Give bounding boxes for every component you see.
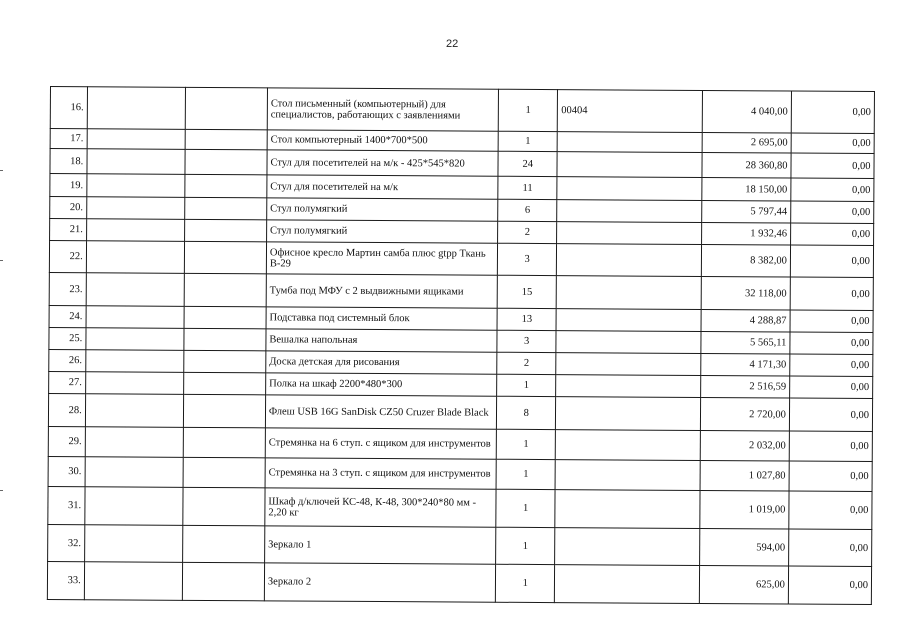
item-name: Офисное кресло Мартин самба плюс gtpp Ткань В-29 <box>266 242 497 275</box>
item-code <box>556 353 701 376</box>
item-quantity: 1 <box>496 527 555 564</box>
item-price: 1 027,80 <box>700 460 789 491</box>
row-number: 19. <box>50 174 87 197</box>
item-quantity: 1 <box>495 564 554 602</box>
item-name: Стремянка на 6 ступ. с ящиком для инструментов <box>265 428 496 459</box>
row-number: 16. <box>50 87 87 129</box>
item-price: 5 565,11 <box>701 331 790 354</box>
blank-cell <box>184 306 266 328</box>
row-number: 22. <box>49 241 86 273</box>
item-zero-value: 0,00 <box>790 376 873 399</box>
blank-cell <box>86 273 185 307</box>
item-code <box>556 375 701 398</box>
item-code <box>555 490 700 529</box>
item-quantity: 2 <box>497 352 556 374</box>
item-price: 5 797,44 <box>702 200 791 223</box>
item-price: 32 118,00 <box>701 276 790 310</box>
blank-cell <box>87 149 186 175</box>
row-number: 30. <box>48 456 85 486</box>
blank-cell <box>86 306 185 329</box>
item-price: 1 932,46 <box>702 222 791 245</box>
item-zero-value: 0,00 <box>789 431 872 462</box>
blank-cell <box>185 149 267 174</box>
item-price: 2 695,00 <box>702 132 791 153</box>
item-quantity: 11 <box>498 176 557 199</box>
item-code <box>556 331 701 354</box>
item-code <box>557 276 702 310</box>
item-name: Стул полумягкий <box>266 220 497 243</box>
table-row <box>48 393 872 431</box>
blank-cell <box>183 487 265 525</box>
item-quantity: 1 <box>498 131 557 151</box>
blank-cell <box>86 197 185 220</box>
blank-cell <box>86 350 185 373</box>
item-code <box>557 244 702 277</box>
blank-cell <box>185 197 267 219</box>
table-row <box>49 241 873 278</box>
blank-cell <box>85 427 184 458</box>
item-quantity: 1 <box>498 89 558 131</box>
item-quantity: 8 <box>497 396 556 429</box>
blank-cell <box>84 562 183 601</box>
item-name: Вешалка напольная <box>266 329 497 352</box>
item-name: Полка на шкаф 2200*480*300 <box>266 373 497 396</box>
item-zero-value: 0,00 <box>790 245 873 278</box>
blank-cell <box>183 427 265 457</box>
row-number: 20. <box>50 197 87 219</box>
item-name: Зеркало 2 <box>264 563 495 602</box>
item-quantity: 1 <box>496 489 555 527</box>
blank-cell <box>184 273 266 306</box>
blank-cell <box>183 562 265 600</box>
item-zero-value: 0,00 <box>791 91 874 134</box>
blank-cell <box>87 87 186 130</box>
item-code <box>557 132 702 153</box>
item-code <box>555 460 700 491</box>
item-quantity: 3 <box>497 243 556 275</box>
table-row <box>50 87 874 134</box>
item-code <box>555 565 700 604</box>
item-zero-value: 0,00 <box>791 201 874 224</box>
item-name: Стул для посетителей на м/к - 425*545*820 <box>267 150 498 176</box>
blank-cell <box>86 328 185 351</box>
inventory-table-body <box>47 87 874 605</box>
item-name: Стул полумягкий <box>267 198 498 221</box>
blank-cell <box>184 328 266 350</box>
item-price: 625,00 <box>699 565 788 604</box>
item-name: Стол письменный (компьютерный) для специалистов, работающих с заявлениями <box>267 88 498 131</box>
item-price: 4 040,00 <box>702 90 791 133</box>
blank-cell <box>85 487 184 526</box>
item-zero-value: 0,00 <box>790 277 873 311</box>
item-zero-value: 0,00 <box>789 491 872 530</box>
row-number: 17. <box>50 129 87 149</box>
blank-cell <box>183 457 265 487</box>
item-name: Стул для посетителей на м/к <box>267 175 498 199</box>
item-price: 4 288,87 <box>701 309 790 332</box>
item-zero-value: 0,00 <box>790 310 873 333</box>
item-quantity: 1 <box>497 374 556 396</box>
row-number: 21. <box>50 219 87 241</box>
row-number: 25. <box>49 327 86 349</box>
row-number: 27. <box>49 371 86 393</box>
item-quantity: 1 <box>496 429 555 459</box>
item-code <box>557 200 702 223</box>
table-row <box>48 524 872 566</box>
item-name: Шкаф д/ключей КС-48, К-48, 300*240*80 мм - 2,20 кг <box>265 488 496 527</box>
scan-edge-mark <box>0 260 3 261</box>
item-price: 8 382,00 <box>701 244 790 277</box>
row-number: 23. <box>49 272 86 305</box>
item-code: 00404 <box>558 90 703 133</box>
page-number: 22 <box>446 38 459 50</box>
item-quantity: 15 <box>497 275 556 308</box>
item-quantity: 2 <box>498 221 557 243</box>
item-code <box>557 177 702 201</box>
blank-cell <box>184 350 266 372</box>
blank-cell <box>184 241 266 273</box>
item-price: 2 516,59 <box>701 375 790 398</box>
item-quantity: 3 <box>497 330 556 352</box>
item-name: Зеркало 1 <box>265 526 496 564</box>
item-quantity: 6 <box>498 199 557 221</box>
item-code <box>555 528 700 566</box>
blank-cell <box>184 394 266 427</box>
item-code <box>557 222 702 245</box>
item-zero-value: 0,00 <box>789 461 872 492</box>
item-price: 1 019,00 <box>700 490 789 529</box>
item-zero-value: 0,00 <box>791 178 874 202</box>
blank-cell <box>185 219 267 241</box>
item-name: Стол компьютерный 1400*700*500 <box>267 130 498 151</box>
item-price: 4 171,30 <box>701 353 790 376</box>
item-price: 2 032,00 <box>700 430 789 461</box>
table-row <box>48 486 872 529</box>
row-number: 28. <box>48 393 85 426</box>
blank-cell <box>185 174 267 197</box>
item-price: 594,00 <box>700 528 789 566</box>
item-name: Тумба под МФУ с 2 выдвижными ящиками <box>266 274 497 308</box>
item-zero-value: 0,00 <box>790 354 873 377</box>
blank-cell <box>85 394 184 428</box>
item-name: Стремянка на 3 ступ. с ящиком для инструментов <box>265 458 496 489</box>
blank-cell <box>185 87 267 129</box>
blank-cell <box>84 525 183 563</box>
item-zero-value: 0,00 <box>789 398 872 432</box>
row-number: 31. <box>48 486 85 524</box>
item-zero-value: 0,00 <box>789 529 872 567</box>
item-price: 28 360,80 <box>702 152 791 178</box>
inventory-table <box>47 86 875 605</box>
table-row <box>47 561 871 604</box>
row-number: 24. <box>49 305 86 327</box>
item-zero-value: 0,00 <box>788 566 871 605</box>
item-price: 2 720,00 <box>700 397 789 431</box>
item-quantity: 13 <box>497 308 556 330</box>
row-number: 32. <box>48 524 85 561</box>
blank-cell <box>87 174 186 198</box>
blank-cell <box>86 219 185 242</box>
item-quantity: 24 <box>498 151 557 176</box>
item-name: Доска детская для рисования <box>266 351 497 374</box>
scan-edge-mark <box>0 490 3 491</box>
blank-cell <box>87 129 186 150</box>
item-zero-value: 0,00 <box>791 153 874 179</box>
item-price: 18 150,00 <box>702 177 791 201</box>
item-code <box>556 397 701 431</box>
row-number: 18. <box>50 149 87 174</box>
blank-cell <box>85 372 184 395</box>
table-row <box>49 272 873 310</box>
item-name: Подставка под системный блок <box>266 307 497 330</box>
blank-cell <box>183 525 265 562</box>
scan-edge-mark <box>0 170 3 171</box>
item-code <box>556 309 701 332</box>
blank-cell <box>86 241 185 274</box>
row-number: 33. <box>47 561 84 599</box>
item-code <box>557 152 702 178</box>
item-zero-value: 0,00 <box>790 223 873 246</box>
row-number: 29. <box>48 426 85 456</box>
blank-cell <box>184 372 266 394</box>
item-name: Флеш USB 16G SanDisk CZ50 Cruzer Blade Black <box>265 395 496 429</box>
item-quantity: 1 <box>496 459 555 489</box>
item-zero-value: 0,00 <box>791 133 874 154</box>
blank-cell <box>185 129 267 149</box>
item-zero-value: 0,00 <box>790 332 873 355</box>
item-code <box>556 430 701 461</box>
blank-cell <box>85 457 184 488</box>
row-number: 26. <box>49 349 86 371</box>
